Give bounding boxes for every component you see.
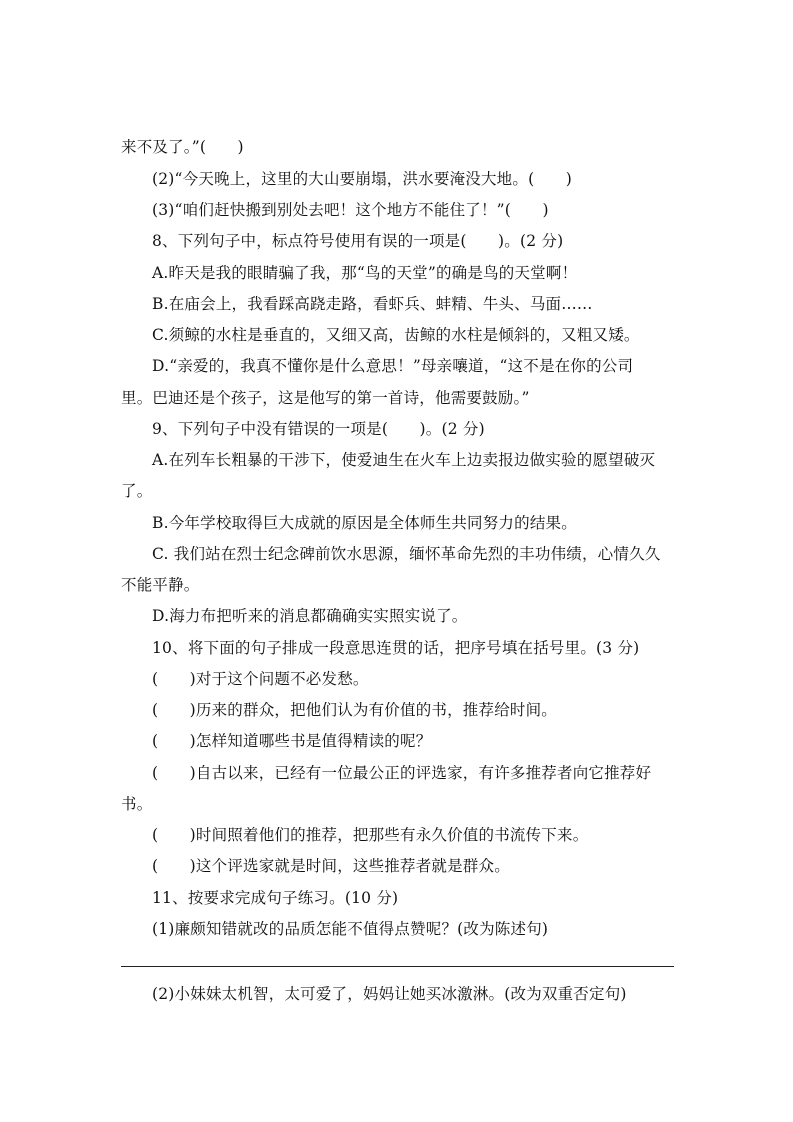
- question-8-stem: 8、下列句子中，标点符号使用有误的一项是( )。(2 分): [152, 232, 564, 250]
- question-10-item-1: ( )对于这个问题不必发愁。: [152, 670, 369, 688]
- question-9-option-b: B.今年学校取得巨大成就的原因是全体师生共同努力的结果。: [152, 514, 577, 532]
- question-11-part-2: (2)小妹妹太机智，太可爱了，妈妈让她买冰激淋。(改为双重否定句): [152, 985, 627, 1003]
- question-8-option-c: C.须鲸的水柱是垂直的，又细又高，齿鲸的水柱是倾斜的，又粗又矮。: [152, 326, 640, 344]
- question-8-option-b: B.在庙会上，我看踩高跷走路，看虾兵、蚌精、牛头、马面……: [152, 295, 593, 313]
- question-9-option-c-cont: 不能平静。: [121, 576, 200, 594]
- question-11-stem: 11、按要求完成句子练习。(10 分): [152, 889, 399, 907]
- question-9-option-a: A.在列车长粗暴的干涉下，使爱迪生在火车上边卖报边做实验的愿望破灭: [152, 451, 656, 469]
- answer-line: [121, 966, 674, 967]
- question-9-option-d: D.海力布把听来的消息都确确实实照实说了。: [152, 607, 468, 625]
- question-8-option-a: A.昨天是我的眼睛骗了我，那“鸟的天堂”的确是鸟的天堂啊！: [152, 264, 578, 282]
- question-9-option-a-cont: 了。: [121, 482, 153, 500]
- text-line-3: (3)“咱们赶快搬到别处去吧！这个地方不能住了！”( ): [152, 201, 549, 219]
- question-11-part-1: (1)廉颇知错就改的品质怎能不值得点赞呢？(改为陈述句): [152, 920, 549, 938]
- question-10-stem: 10、将下面的句子排成一段意思连贯的话，把序号填在括号里。(3 分): [152, 639, 640, 657]
- question-10-item-4-cont: 书。: [121, 795, 153, 813]
- question-9-option-c: C. 我们站在烈士纪念碑前饮水思源，缅怀革命先烈的丰功伟绩，心情久久: [152, 545, 661, 563]
- question-10-item-5: ( )时间照着他们的推荐，把那些有永久价值的书流传下来。: [152, 826, 589, 844]
- question-10-item-2: ( )历来的群众，把他们认为有价值的书，推荐给时间。: [152, 701, 557, 719]
- question-8-option-d-cont: 里。巴迪还是个孩子，这是他写的第一首诗，他需要鼓励。”: [121, 389, 530, 407]
- question-10-item-3: ( )怎样知道哪些书是值得精读的呢？: [152, 732, 432, 750]
- question-9-stem: 9、下列句子中没有错误的一项是( )。(2 分): [152, 420, 485, 438]
- text-line-2: (2)“今天晚上，这里的大山要崩塌，洪水要淹没大地。( ): [152, 170, 572, 188]
- question-10-item-4: ( )自古以来，已经有一位最公正的评选家，有许多推荐者向它推荐好: [152, 764, 652, 782]
- question-10-item-6: ( )这个评选家就是时间，这些推荐者就是群众。: [152, 857, 510, 875]
- text-line-1: 来不及了。”( ): [121, 138, 244, 156]
- question-8-option-d: D.“亲爱的，我真不懂你是什么意思！”母亲嚷道，“这不是在你的公司: [152, 357, 634, 375]
